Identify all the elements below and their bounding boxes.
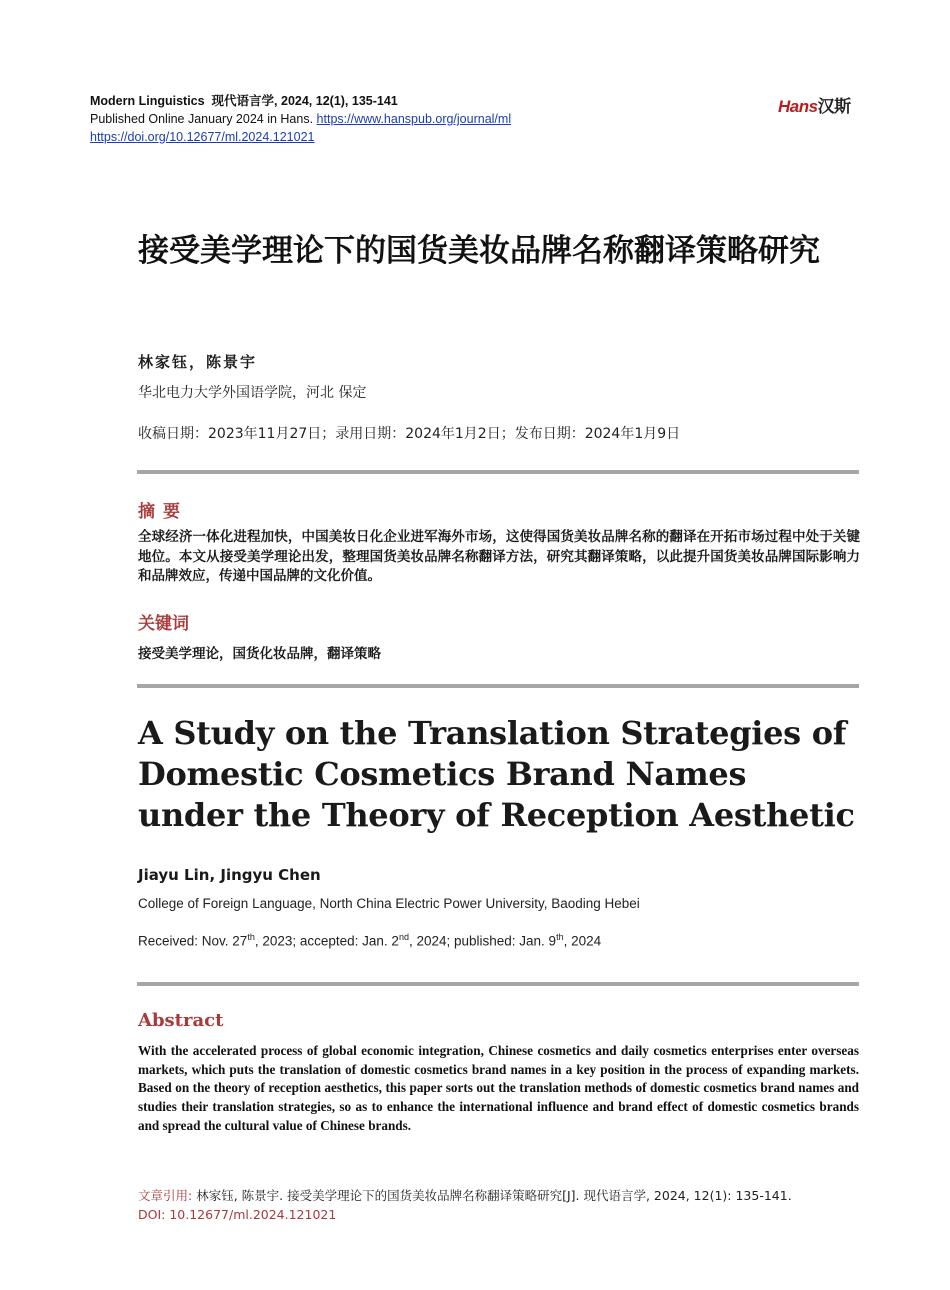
abstract-heading-cn: 摘要 <box>138 502 188 522</box>
abstract-text-cn: 全球经济一体化进程加快，中国美妆日化企业进军海外市场，这使得国货美妆品牌名称的翻译在开拓市场过程中处于关键地位。本文从接受美学理论出发，整理国货美妆品牌名称翻译方法，研究其翻译策略，以此提升国货美妆品牌国际影响力和品牌效应，传递中国品牌的文化价值。 <box>138 529 860 584</box>
keywords-text-cn: 接受美学理论，国货化妆品牌，翻译策略 <box>138 646 381 662</box>
received-sup: th <box>247 932 255 942</box>
logo-latin: Hans <box>778 97 818 116</box>
published-line <box>90 110 511 128</box>
accepted-text: , 2023; accepted: Jan. 2 <box>254 933 399 949</box>
doi-line <box>90 128 511 146</box>
journal-cn-info: 现代语言学, 2024, 12(1), 135-141 <box>211 94 398 108</box>
citation-block <box>138 1186 860 1224</box>
received-text: Received: Nov. 27 <box>138 933 248 949</box>
citation-label: 文章引用: <box>138 1188 193 1203</box>
year-end-text: , 2024 <box>563 933 602 949</box>
title-cn: 接受美学理论下的国货美妆品牌名称翻译策略研究 <box>138 233 820 269</box>
affiliation-cn: 华北电力大学外国语学院，河北 保定 <box>138 385 367 401</box>
dates-en <box>138 932 601 949</box>
journal-name: Modern Linguistics <box>90 94 205 108</box>
authors-en: Jiayu Lin, Jingyu Chen <box>138 866 321 884</box>
title-en: A Study on the Translation Strategies of Domestic Cosmetics Brand Names under the Theory of Reception Aesthetic <box>138 714 855 834</box>
citation-text: 林家钰, 陈景宇. 接受美学理论下的国货美妆品牌名称翻译策略研究[J]. 现代语言学, 2024, 12(1): 135-141. <box>192 1188 792 1203</box>
published-text: Published Online January 2024 in Hans. <box>90 112 314 126</box>
journal-url-link[interactable]: https://www.hanspub.org/journal/ml <box>316 112 512 126</box>
doi-url-link[interactable]: https://doi.org/10.12677/ml.2024.121021 <box>90 130 315 144</box>
accepted-sup: nd <box>398 932 409 942</box>
abstract-heading-en: Abstract <box>138 1010 224 1031</box>
hans-logo <box>778 92 851 117</box>
citation-doi: DOI: 10.12677/ml.2024.121021 <box>138 1207 337 1222</box>
authors-cn: 林家钰，陈景宇 <box>138 353 258 371</box>
logo-cn: 汉斯 <box>817 97 851 116</box>
keywords-heading-cn: 关键词 <box>138 614 189 634</box>
abstract-text-en: With the accelerated process of global economic integration, Chinese cosmetics and daily cosmetics enterprises enter overseas markets, which puts the translation of domestic cosmetics brand names in a key position in the process of expanding markets. Based on the theory of reception aesthetics, this paper sorts out the translation methods of domestic cosmetics brand names and studies their translation strategies, so as to enhance the international influence and brand effect of domestic cosmetics brands and spread the cultural value of Chinese brands. <box>138 1043 859 1133</box>
journal-header <box>90 92 511 146</box>
affiliation-en: College of Foreign Language, North China Electric Power University, Baoding Hebei <box>138 896 640 911</box>
published-date-text: , 2024; published: Jan. 9 <box>408 933 557 949</box>
journal-info-line <box>90 92 511 110</box>
published-sup: th <box>556 932 564 942</box>
dates-cn: 收稿日期：2023年11月27日；录用日期：2024年1月2日；发布日期：2024年1月9日 <box>138 426 681 442</box>
divider-rule <box>137 684 859 688</box>
divider-rule <box>137 470 859 474</box>
divider-rule <box>137 982 859 986</box>
citation-line <box>138 1186 860 1205</box>
